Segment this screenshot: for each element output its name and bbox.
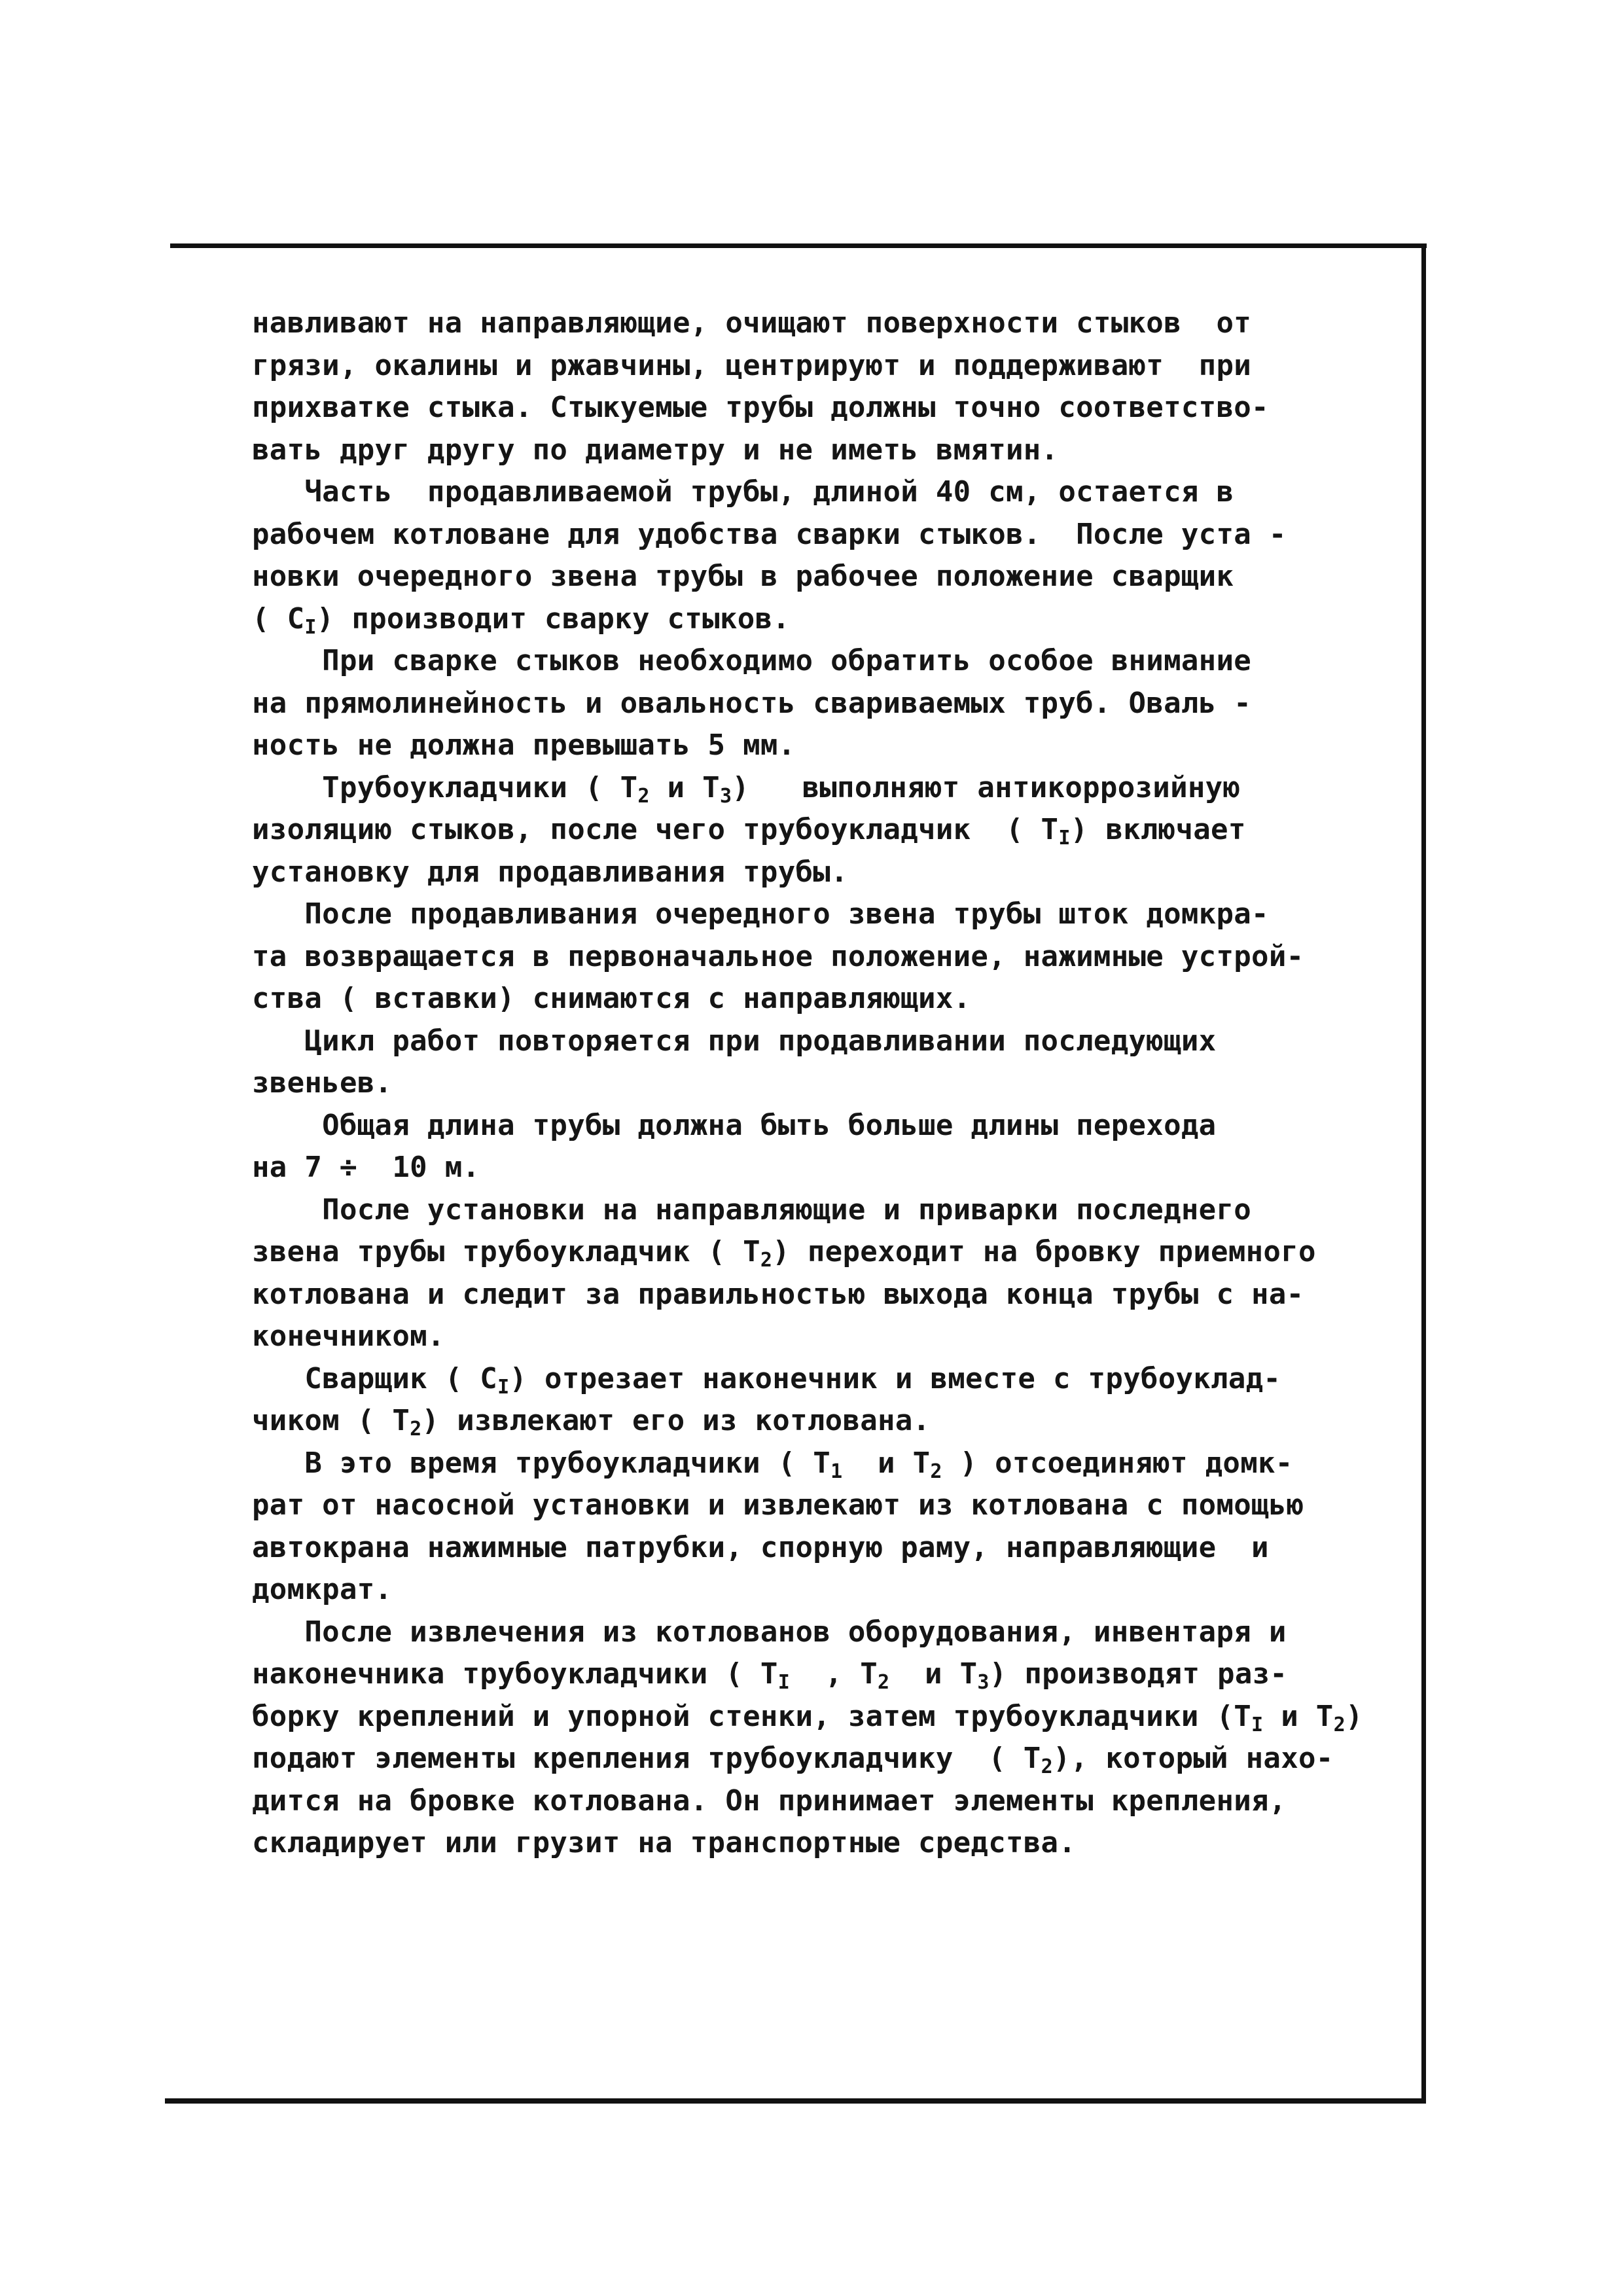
text-segment: и T	[1263, 1699, 1334, 1733]
subscript: 2	[760, 1249, 773, 1272]
text-segment: борку креплений и упорной стенки, затем трубоукладчики (T	[252, 1699, 1252, 1733]
subscript: 3	[719, 784, 732, 808]
subscript: 2	[1333, 1713, 1346, 1736]
text-line	[252, 1358, 1404, 1401]
text-line: новки очередного звена трубы в рабочее положение сварщик	[252, 560, 1234, 593]
subscript: I	[304, 615, 317, 639]
text-line	[252, 1400, 1404, 1443]
text-segment: )	[1345, 1699, 1363, 1733]
text-line: автокрана нажимные патрубки, спорную раму, направляющие и	[252, 1530, 1269, 1564]
text-line: дится на бровке котлована. Он принимает элементы крепления,	[252, 1784, 1287, 1818]
frame-bottom-rule	[165, 2098, 1426, 2104]
frame-top-rule	[170, 243, 1427, 248]
text-segment: ) производят раз-	[989, 1657, 1288, 1691]
text-line: ства ( вставки) снимаются с направляющих.	[252, 982, 971, 1015]
text-line: домкрат.	[252, 1573, 393, 1606]
text-segment: В это время трубоукладчики ( T	[252, 1446, 831, 1480]
text-line: конечником.	[252, 1319, 445, 1353]
text-line: ность не должна превышать 5 мм.	[252, 728, 796, 762]
subscript: 2	[410, 1418, 422, 1441]
text-segment: подают элементы крепления трубоукладчику ( T	[252, 1742, 1041, 1775]
text-segment: Трубоукладчики ( T	[252, 770, 638, 804]
text-line	[252, 1738, 1404, 1780]
text-line: рат от насосной установки и извлекают из котлована с помощью	[252, 1488, 1304, 1522]
text-segment: Сварщик ( C	[252, 1361, 498, 1395]
subscript: 1	[830, 1460, 843, 1483]
text-line: грязи, окалины и ржавчины, центрируют и поддерживают при	[252, 348, 1252, 382]
text-segment: чиком ( T	[252, 1404, 410, 1437]
subscript: 3	[977, 1671, 990, 1694]
body-text	[252, 302, 1404, 1865]
text-line: После установки на направляющие и приварки последнего	[252, 1193, 1252, 1227]
text-segment: ) включает	[1070, 813, 1246, 846]
subscript: 2	[1041, 1755, 1053, 1778]
text-line: навливают на направляющие, очищают поверхности стыков от	[252, 306, 1252, 340]
text-segment: и T	[842, 1446, 931, 1480]
text-line: складирует или грузит на транспортные средства.	[252, 1826, 1077, 1859]
subscript: I	[777, 1671, 791, 1694]
text-segment: звена трубы трубоукладчик ( T	[252, 1235, 760, 1268]
text-line: Часть продавливаемой трубы, длиной 40 см, остается в	[252, 475, 1234, 509]
text-segment: ) отсоединяют домк-	[942, 1446, 1293, 1480]
text-segment: изоляцию стыков, после чего трубоукладчик ( T	[252, 813, 1059, 846]
text-line	[252, 1653, 1404, 1696]
subscript: 2	[930, 1460, 942, 1483]
text-segment: и T	[649, 770, 720, 804]
text-segment: ) производит сварку стыков.	[316, 601, 791, 636]
text-line: установку для продавливания трубы.	[252, 855, 848, 889]
text-segment: наконечника трубоукладчики ( T	[252, 1657, 778, 1691]
text-segment: , T	[790, 1657, 878, 1691]
subscript: I	[1058, 827, 1071, 850]
text-line	[252, 1696, 1404, 1738]
text-line: рабочем котловане для удобства сварки стыков. После уста -	[252, 517, 1287, 551]
subscript: I	[1251, 1713, 1264, 1736]
text-segment: ( C	[252, 601, 305, 636]
subscript: I	[497, 1375, 510, 1399]
text-line: на прямолинейность и овальность свариваемых труб. Оваль -	[252, 686, 1252, 720]
text-segment: ), который нахо-	[1052, 1742, 1334, 1775]
text-line: звеньев.	[252, 1066, 393, 1100]
text-line: та возвращается в первоначальное положение, нажимные устрой-	[252, 939, 1304, 973]
subscript: 2	[637, 784, 650, 808]
text-line: После продавливания очередного звена трубы шток домкра-	[252, 897, 1269, 931]
text-segment: ) отрезает наконечник и вместе с трубоуклад-	[509, 1361, 1281, 1395]
frame-right-rule	[1421, 246, 1426, 2104]
text-line	[252, 598, 1404, 641]
text-segment: ) выполняют антикоррозийную	[732, 770, 1241, 804]
text-line: При сварке стыков необходимо обратить особое внимание	[252, 644, 1252, 677]
text-line	[252, 1231, 1404, 1274]
text-line: Общая длина трубы должна быть больше длины перехода	[252, 1108, 1217, 1142]
text-line: вать друг другу по диаметру и не иметь вмятин.	[252, 433, 1059, 467]
text-line	[252, 1443, 1404, 1485]
text-segment: ) переходит на бровку приемного	[772, 1235, 1316, 1268]
text-line: котлована и следит за правильностью выхода конца трубы с на-	[252, 1277, 1304, 1311]
subscript: 2	[878, 1671, 890, 1694]
text-segment: и T	[889, 1657, 978, 1691]
text-segment: ) извлекают его из котлована.	[421, 1404, 931, 1437]
text-line	[252, 767, 1404, 810]
text-line: Цикл работ повторяется при продавливании последующих	[252, 1024, 1217, 1058]
text-line: на 7 ÷ 10 м.	[252, 1151, 480, 1184]
text-line: После извлечения из котлованов оборудования, инвентаря и	[252, 1615, 1287, 1649]
text-line: прихватке стыка. Стыкуемые трубы должны точно соответство-	[252, 391, 1269, 424]
text-line	[252, 809, 1404, 852]
